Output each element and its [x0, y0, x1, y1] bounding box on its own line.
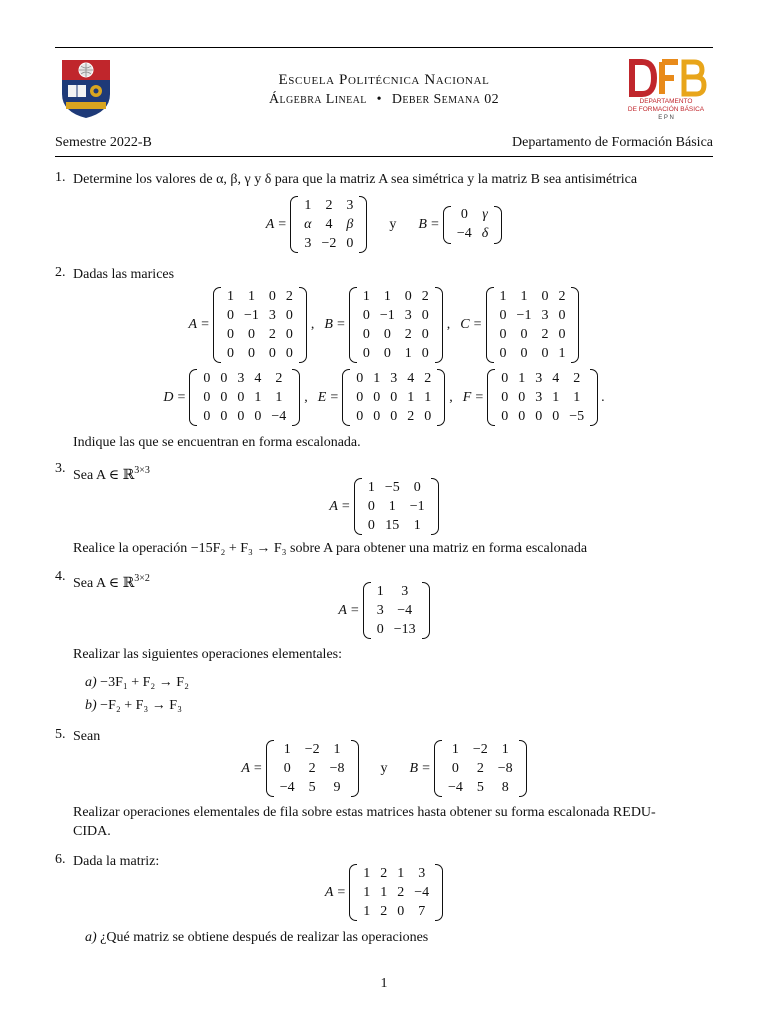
matrix-F: F = 0 1 3 4 2 0 0 3 1 1 0 0 0 0 −5	[463, 369, 598, 426]
problem-2-row-1: A = 1 1 0 2 0 −1 3 0 0 0 2 0 0 0 0 0 , B = 1 1 0 2 0 −1 3 0 0 0 2 0 0 0 1 0 , C = 1 1 0 2 0 −1 3 0 0 0 2 0 0 0 0 1	[55, 287, 713, 363]
problem-5-instruction-cont: CIDA.	[73, 824, 111, 839]
problem-text: Dada la matriz:	[73, 854, 160, 869]
problem-3-matrix	[55, 478, 713, 535]
sub-item-a: a) −3F₁ + F₂ → F₂	[85, 675, 189, 690]
matrix-A: A = 1 2 1 3 1 1 2 −4 1 2 0 7	[325, 864, 443, 921]
problem-4-matrix	[55, 582, 713, 639]
problem-text: Sean	[73, 729, 101, 744]
problem-3-instruction: Realice la operación −15F₂ + F₃ → F₃ sobre A para obtener una matriz en forma escalonada	[73, 541, 588, 556]
problem-5-matrices	[55, 740, 713, 797]
matrix-A: A = 1 −5 0 0 1 −1 0 15 1	[329, 478, 438, 535]
matrix-A: A = 1 2 3 α 4 β 3 −2 0	[266, 196, 368, 253]
header-bottom-rule	[55, 156, 713, 157]
matrix-D: D = 0 0 3 4 2 0 0 0 1 1 0 0 0 0 −4	[163, 369, 300, 426]
problem-6-matrix	[55, 864, 713, 921]
assignment-title: Deber Semana 02	[391, 92, 499, 107]
institution-name: Escuela Politécnica Nacional	[278, 72, 490, 88]
matrix-B: B = 0 γ −4 δ	[418, 206, 502, 244]
problem-text: Sea A ∈ ℝ$^{3\times 2}$	[73, 573, 150, 591]
problem-number: 5.	[55, 727, 66, 742]
semester-label: Semestre 2022-B	[55, 135, 152, 150]
problem-number: 1.	[55, 170, 66, 185]
sub-item-a: a) ¿Qué matriz se obtiene después de realizar las operaciones	[85, 930, 429, 945]
problem-text: Dadas las marices	[73, 267, 175, 282]
header-bullet: •	[376, 92, 382, 107]
matrix-C: C = 1 1 0 2 0 −1 3 0 0 0 2 0 0 0 0 1	[460, 287, 579, 363]
problem-number: 2.	[55, 265, 66, 280]
matrix-A: A = 1 1 0 2 0 −1 3 0 0 0 2 0 0 0 0 0	[189, 287, 307, 363]
problem-text: Sea A ∈ ℝ$^{3\times 3}$	[73, 465, 150, 483]
page-number: 1	[380, 976, 388, 991]
dfb-logo-text-3: E P N	[658, 115, 674, 121]
problem-number: 4.	[55, 569, 66, 584]
department-label: Departamento de Formación Básica	[512, 135, 713, 150]
sub-item-b: b) −F₂ + F₃ → F₃	[85, 698, 182, 713]
matrix-B: B = 1 1 0 2 0 −1 3 0 0 0 2 0 0 0 1 0	[324, 287, 442, 363]
matrix-E: E = 0 1 3 4 2 0 0 0 1 1 0 0 0 2 0	[318, 369, 445, 426]
dfb-logo-text-1: DEPARTAMENTO	[639, 98, 693, 105]
problem-2-question: Indique las que se encuentran en forma escalonada.	[73, 435, 361, 450]
matrix-B: B = 1 −2 1 0 2 −8 −4 5 8	[410, 740, 527, 797]
connector-y: y	[380, 760, 388, 776]
dfb-logo	[620, 58, 710, 122]
problem-number: 6.	[55, 852, 66, 867]
problem-1-matrices	[55, 196, 713, 253]
matrix-A: A = 1 −2 1 0 2 −8 −4 5 9	[241, 740, 358, 797]
problem-2-row-2: D = 0 0 3 4 2 0 0 0 1 1 0 0 0 0 −4 , E = 0 1 3 4 2 0 0 0 1 1 0 0 0 2 0 , F = 0 1 3 4 2 0 0 3 1 1 0 0 0 0 −5 .	[55, 369, 713, 426]
matrix-A: A = 1 3 3 −4 0 −13	[338, 582, 429, 639]
problem-text: Determine los valores de α, β, γ y δ para que la matriz A sea simétrica y la matriz B sea antisimétrica	[73, 172, 638, 187]
dfb-logo-text-2: DE FORMACIÓN BÁSICA	[627, 106, 705, 113]
problem-4-instruction: Realizar las siguientes operaciones elementales:	[73, 647, 343, 662]
course-name: Álgebra Lineal	[268, 92, 367, 107]
problem-5-instruction: Realizar operaciones elementales de fila sobre estas matrices hasta obtener su forma escalonada REDU-	[73, 805, 656, 820]
problem-number: 3.	[55, 461, 66, 476]
header-top-rule	[55, 47, 713, 48]
connector-y: y	[389, 216, 397, 232]
